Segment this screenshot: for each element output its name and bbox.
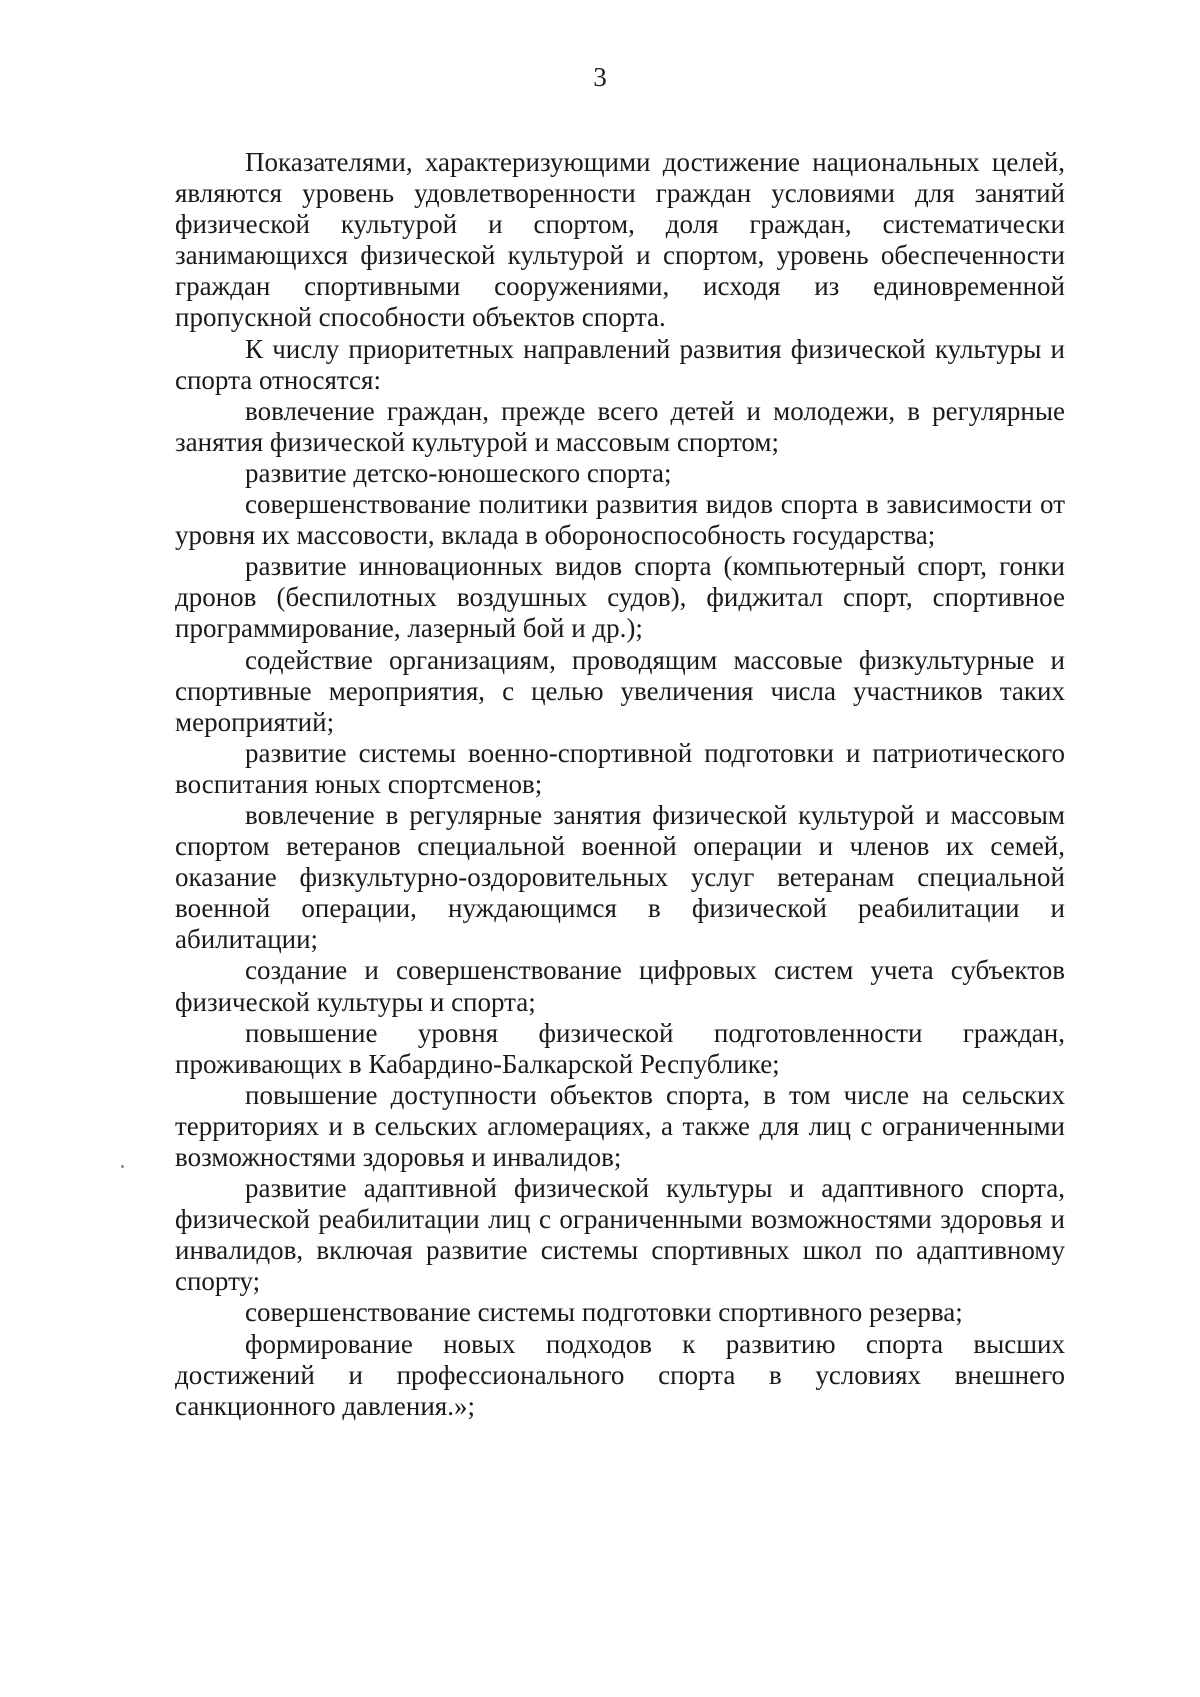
list-item-innovative-sports: развитие инновационных видов спорта (компьютерный спорт, гонки дронов (беспилотных воздушных судов), фиджитал спорт, спортивное программирование, лазерный бой и др.); (175, 551, 1065, 644)
list-item-involvement-youth: вовлечение граждан, прежде всего детей и молодежи, в регулярные занятия физической культурой и массовым спортом; (175, 395, 1065, 457)
list-item-adaptive-sport: развитие адаптивной физической культуры и адаптивного спорта, физической реабилитации лиц с ограниченными возможностями здоровья и инвалидов, включая развитие системы спортивных школ по адаптивному спорту; (175, 1173, 1065, 1297)
list-item-facilities-accessibility: повышение доступности объектов спорта, в том числе на сельских территориях и в сельских агломерациях, а также для лиц с ограниченными возможностями здоровья и инвалидов; (175, 1079, 1065, 1172)
list-item-veterans-involvement: вовлечение в регулярные занятия физической культурой и массовым спортом ветеранов специальной военной операции и членов их семей, оказание физкультурно-оздоровительных услуг ветеранам специальной военной операции, нуждающимся в физической реабилитации и абилитации; (175, 799, 1065, 955)
page-number: 3 (593, 62, 607, 92)
list-item-youth-sport: развитие детско-юношеского спорта; (245, 457, 672, 488)
paragraph-indicators: Показателями, характеризующими достижение национальных целей, являются уровень удовлетворенности граждан условиями для занятий физической культурой и спортом, доля граждан, систематически занимающихся физической культурой и спортом, уровень обеспеченности граждан спортивными сооружениями, исходя из единовременной пропускной способности объектов спорта. (175, 147, 1065, 333)
paragraph-priority-directions: К числу приоритетных направлений развития физической культуры и спорта относятся: (175, 333, 1065, 395)
list-item-sport-policy: совершенствование политики развития видов спорта в зависимости от уровня их массовости, вклада в обороноспособность государства; (175, 489, 1065, 551)
scan-speck (121, 1165, 124, 1168)
list-item-digital-systems: создание и совершенствование цифровых систем учета субъектов физической культуры и спорта; (175, 955, 1065, 1017)
list-item-fitness-level: повышение уровня физической подготовленности граждан, проживающих в Кабардино-Балкарской Республике; (175, 1017, 1065, 1079)
list-item-organizations-support: содействие организациям, проводящим массовые физкультурные и спортивные мероприятия, с целью увеличения числа участников таких мероприятий; (175, 644, 1065, 737)
list-item-military-sport-training: развитие системы военно-спортивной подготовки и патриотического воспитания юных спортсменов; (175, 737, 1065, 799)
list-item-elite-sport: формирование новых подходов к развитию спорта высших достижений и профессионального спорта в условиях внешнего санкционного давления.»; (175, 1328, 1065, 1421)
document-body (175, 147, 1065, 1422)
list-item-sport-reserve: совершенствование системы подготовки спортивного резерва; (245, 1297, 963, 1328)
